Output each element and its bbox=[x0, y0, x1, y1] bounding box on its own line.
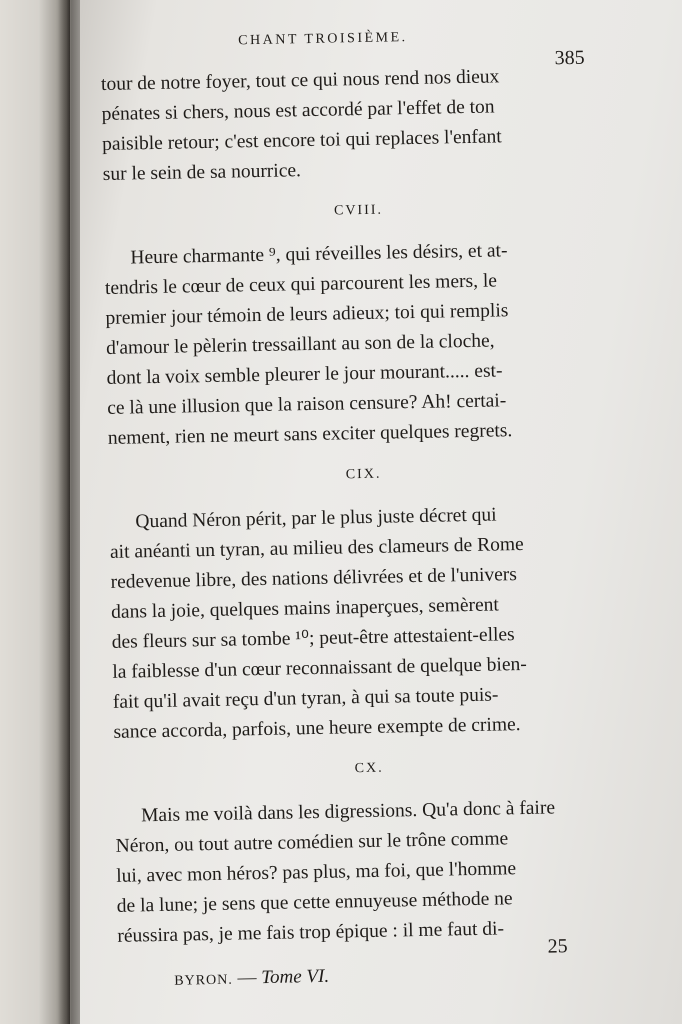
text-line: redevenue libre, des nations délivrées et de l'univers bbox=[110, 564, 518, 593]
text-line: tour de notre foyer, tout ce qui nous rend nos dieux bbox=[100, 66, 500, 95]
footer-signature bbox=[174, 966, 329, 991]
text-line: premier jour témoin de leurs adieux; toi qui remplis bbox=[105, 300, 509, 329]
footer-volume: Tome VI. bbox=[261, 965, 330, 989]
text-line: ce là une illusion que la raison censure? Ah! certai- bbox=[107, 390, 507, 419]
text-line: réussira pas, je me fais trop épique : il me faut di- bbox=[117, 918, 505, 947]
text-line: lui, avec mon héros? pas plus, ma foi, que l'homme bbox=[116, 858, 517, 887]
stanza-cix bbox=[108, 456, 623, 748]
footer-separator: — bbox=[232, 967, 262, 989]
text-line: d'amour le pèlerin tressaillant au son de la cloche, bbox=[105, 330, 495, 359]
signature-mark: 25 bbox=[547, 935, 568, 958]
text-line: sur le sein de sa nourrice. bbox=[102, 160, 302, 185]
footer-author: BYRON. bbox=[174, 972, 233, 989]
text-line: nement, rien ne meurt sans exciter quelques regrets. bbox=[107, 420, 513, 449]
text-line: paisible retour; c'est encore toi qui replaces l'enfant bbox=[101, 126, 502, 155]
text-line: sance accorda, parfois, une heure exempte de crime. bbox=[113, 714, 521, 743]
stanza-cx bbox=[114, 750, 628, 952]
running-title: CHANT TROISIÈME. bbox=[238, 30, 408, 49]
text-line: la faiblesse d'un cœur reconnaissant de quelque bien- bbox=[112, 653, 527, 683]
text-line: fait qu'il avait reçu d'un tyran, à qui sa toute puis- bbox=[112, 684, 499, 713]
text-line: tendris le cœur de ceux qui parcourent les mers, le bbox=[104, 270, 498, 299]
page-number: 385 bbox=[554, 46, 585, 70]
stanza-number: CVIII. bbox=[333, 202, 384, 219]
stanza-cviii bbox=[103, 192, 618, 454]
text-line: dans la joie, quelques mains inaperçues, semèrent bbox=[110, 594, 500, 623]
text-line: des fleurs sur sa tombe ¹⁰; peut-être attestaient-elles bbox=[111, 624, 515, 653]
stanza-number: CX. bbox=[354, 760, 384, 777]
text-line: de la lune; je sens que cette ennuyeuse méthode ne bbox=[116, 888, 513, 917]
text-line: ait anéanti un tyran, au milieu des clameurs de Rome bbox=[109, 533, 524, 563]
text-line: Mais me voilà dans les digressions. Qu'a donc à faire bbox=[140, 797, 556, 827]
text-line: pénates si chers, nous est accordé par l'effet de ton bbox=[101, 96, 495, 125]
page-text-block bbox=[100, 20, 629, 1000]
text-line: Quand Néron périt, par le plus juste décret qui bbox=[135, 504, 497, 533]
text-line: Heure charmante ⁹, qui réveilles les désirs, et at- bbox=[130, 240, 508, 269]
text-line: Néron, ou tout autre comédien sur le trône comme bbox=[115, 828, 509, 857]
intro-paragraph bbox=[101, 60, 613, 190]
stanza-number: CIX. bbox=[345, 466, 382, 483]
text-line: dont la voix semble pleurer le jour mourant..... est- bbox=[106, 360, 503, 389]
